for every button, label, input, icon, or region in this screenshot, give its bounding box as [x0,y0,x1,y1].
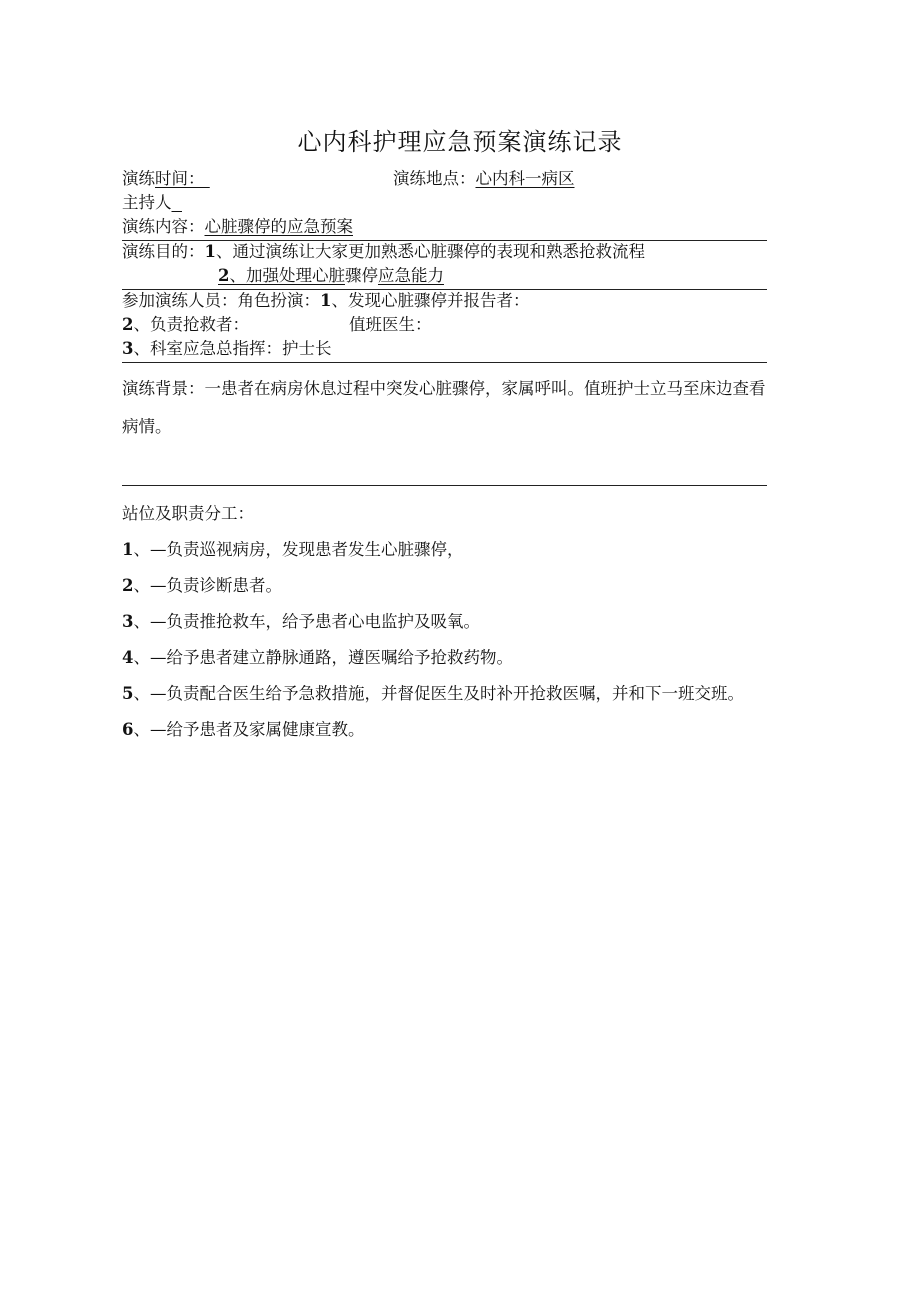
role2-row [122,314,767,338]
duties-heading: 站位及职责分工： [122,504,254,523]
duty-item-text: 、—给予患者建立静脉通路，遵医嘱给予抢救药物。 [133,648,513,667]
purpose-item1-number: 1 [204,242,216,261]
duty-item-4 [122,640,767,676]
content-label: 演练内容： [122,217,205,236]
time-label: 演练 [122,169,155,188]
drill-background: 演练背景：一患者在病房休息过程中突发心脏骤停，家属呼叫。值班护士立马至床边查看病情。 [122,379,766,436]
role2-text: 、负责抢救者： [133,315,249,334]
duty-item-number: 4 [122,648,134,667]
duty-item-number: 1 [122,540,134,559]
duty-item-5 [122,676,767,712]
role3-number: 3 [122,339,134,358]
duty-item-text: 、—负责推抢救车，给予患者心电监护及吸氧。 [133,612,480,631]
content-row [122,216,767,241]
role3-row [122,338,767,363]
purpose-item2-text-b: 骤停 [344,266,378,285]
role1-number: 1 [320,291,332,310]
purpose-item2-number: 2 [218,266,230,285]
duty-doctor-label: 值班医生： [349,315,432,334]
purpose-item2-text-c: 应急能力 [377,266,444,285]
time-label-underlined: 时间： [155,169,205,188]
content-value: 心脏骤停的应急预案 [204,217,353,236]
duty-item-2 [122,568,767,604]
purpose-label: 演练目的： [122,242,205,261]
place-label: 演练地点： [393,169,476,188]
time-value-blank [205,169,210,188]
header-form [122,168,767,363]
role2-number: 2 [122,315,134,334]
host-row [122,192,767,216]
time-place-row [122,168,767,192]
duty-item-text: 、—负责巡视病房，发现患者发生心脏骤停， [133,540,464,559]
duty-item-text: 、—负责诊断患者。 [133,576,282,595]
section-divider [122,485,767,486]
duty-item-6 [122,712,767,748]
duty-item-text: 、—负责配合医生给予急救措施，并督促医生及时补开抢救医嘱，并和下一班交班。 [133,684,744,703]
duty-item-number: 5 [122,684,134,703]
participants-row [122,290,767,314]
participants-label: 参加演练人员：角色扮演： [122,291,320,310]
page-title: 心内科护理应急预案演练记录 [297,128,623,156]
place-value: 心内科一病区 [475,169,575,188]
role3-text: 、科室应急总指挥：护士长 [133,339,332,358]
host-value-blank [172,193,183,212]
duty-item-number: 6 [122,720,134,739]
duty-item-number: 3 [122,612,134,631]
place-field [393,168,575,190]
duties-section [122,496,767,748]
purpose-row-1 [122,241,767,265]
duty-item-1 [122,532,767,568]
purpose-item1-text: 、通过演练让大家更加熟悉心脏骤停的表现和熟悉抢救流程 [215,242,645,261]
duty-item-text: 、—给予患者及家属健康宣教。 [133,720,365,739]
host-label: 主持人 [122,193,172,212]
duty-item-number: 2 [122,576,134,595]
purpose-item2-text-a: 、加强处理心脏 [229,266,345,285]
purpose-row-2 [122,265,767,290]
duty-item-3 [122,604,767,640]
role1-text: 、发现心脏骤停并报告者： [331,291,530,310]
